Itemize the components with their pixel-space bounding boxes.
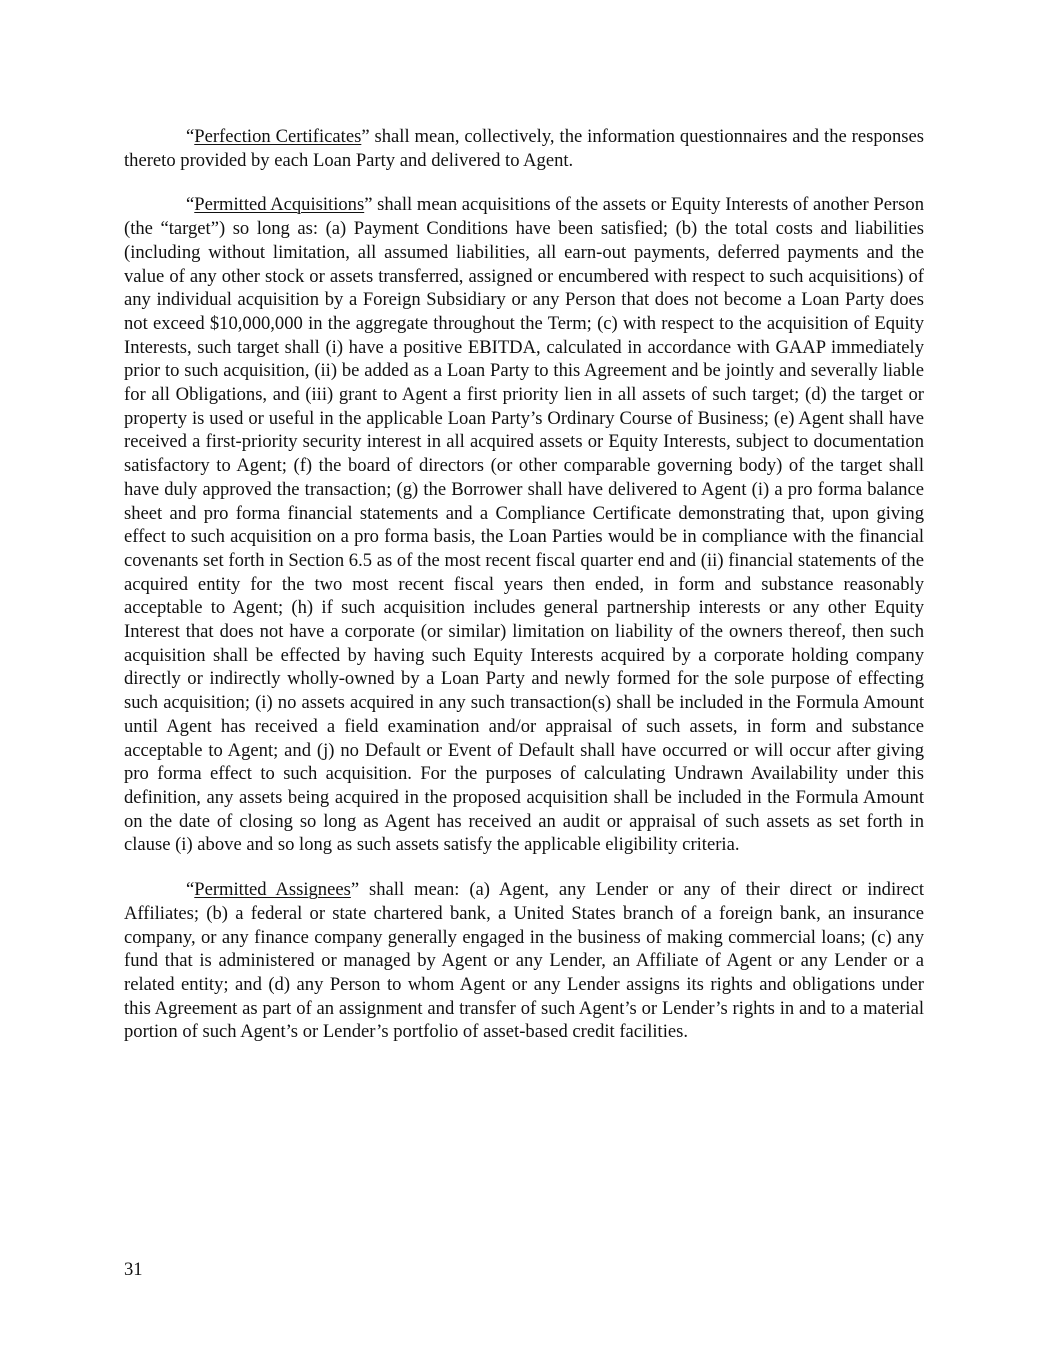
page-number: 31 xyxy=(124,1259,143,1280)
document-body xyxy=(124,125,924,1065)
open-quote: “ xyxy=(186,126,195,147)
defined-term: Permitted Acquisitions xyxy=(194,194,365,216)
definition-permitted-acquisitions xyxy=(124,193,924,857)
defined-term: Permitted Assignees xyxy=(194,879,351,901)
open-quote: “ xyxy=(186,879,195,901)
definition-text: ” shall mean acquisitions of the assets or Equity Interests of another Person (the “target”) so long as: (a) Payment Conditions have been satisfied; (b) the total costs and liabilities (including without limitation, all assumed liabilities, all earn-out payments, deferred payments and the value of any other stock or assets transferred, assigned or encumbered with respect to such acquisitions) of any individual acquisition by a Foreign Subsidiary or any Person that does not become a Loan Party does not exceed $10,000,000 in the aggregate throughout the Term; (c) with respect to the acquisition of Equity Interests, such target shall (i) have a positive EBITDA, calculated in accordance with GAAP immediately prior to such acquisition, (ii) be added as a Loan Party to this Agreement and be jointly and severally liable for all Obligations, and (iii) grant to Agent a first priority lien in all assets of such target; (d) the target or property is used or useful in the applicable Loan Party’s Ordinary Course of Business; (e) Agent shall have received a first-priority security interest in all acquired assets or Equity Interests, subject to documentation satisfactory to Agent; (f) the board of directors (or other comparable governing body) of the target shall have duly approved the transaction; (g) the Borrower shall have delivered to Agent (i) a pro forma balance sheet and pro forma financial statements and a Compliance Certificate demonstrating that, upon giving effect to such acquisition on a pro forma basis, the Loan Parties would be in compliance with the financial covenants set forth in Section 6.5 as of the most recent fiscal quarter end and (ii) financial statements of the acquired entity for the two most recent fiscal years then ended, in form and substance reasonably acceptable to Agent; (h) if such acquisition includes general partnership interests or any other Equity Interest that does not have a corporate (or similar) limitation on liability of the owners thereof, then such acquisition shall be effected by having such Equity Interests acquired by a corporate holding company directly or indirectly wholly-owned by a Loan Party and newly formed for the sole purpose of effecting such acquisition; (i) no assets acquired in any such transaction(s) shall be included in the Formula Amount until Agent has received a field examination and/or appraisal of such assets, in form and substance acceptable to Agent; and (j) no Default or Event of Default shall have occurred or will occur after giving pro forma effect to such acquisition. For the purposes of calculating Undrawn Availability under this definition, any assets being acquired in the proposed acquisition shall be included in the Formula Amount on the date of closing so long as Agent has received an audit or appraisal of such assets as set forth in clause (i) above and so long as such assets satisfy the applicable eligibility criteria. xyxy=(124,194,925,856)
defined-term: Perfection Certificates xyxy=(194,126,362,147)
definition-text: ” shall mean, collectively, the information questionnaires and the responses thereto provided by each Loan Party and delivered to Agent. xyxy=(124,126,924,171)
definition-permitted-assignees xyxy=(124,878,924,1044)
definition-perfection-certificates xyxy=(124,125,924,172)
definition-text: ” shall mean: (a) Agent, any Lender or any of their direct or indirect Affiliates; (b) a federal or state chartered bank, a United States branch of a foreign bank, an insurance company, or any finance company generally engaged in the business of making commercial loans; (c) any fund that is administered or managed by Agent or any Lender, an Affiliate of Agent or any Lender or a related entity; and (d) any Person to whom Agent or any Lender assigns its rights and obligations under this Agreement as part of an assignment and transfer of such Agent’s or Lender’s rights in and to a material portion of such Agent’s or Lender’s portfolio of asset-based credit facilities. xyxy=(124,879,924,1043)
open-quote: “ xyxy=(186,194,195,216)
